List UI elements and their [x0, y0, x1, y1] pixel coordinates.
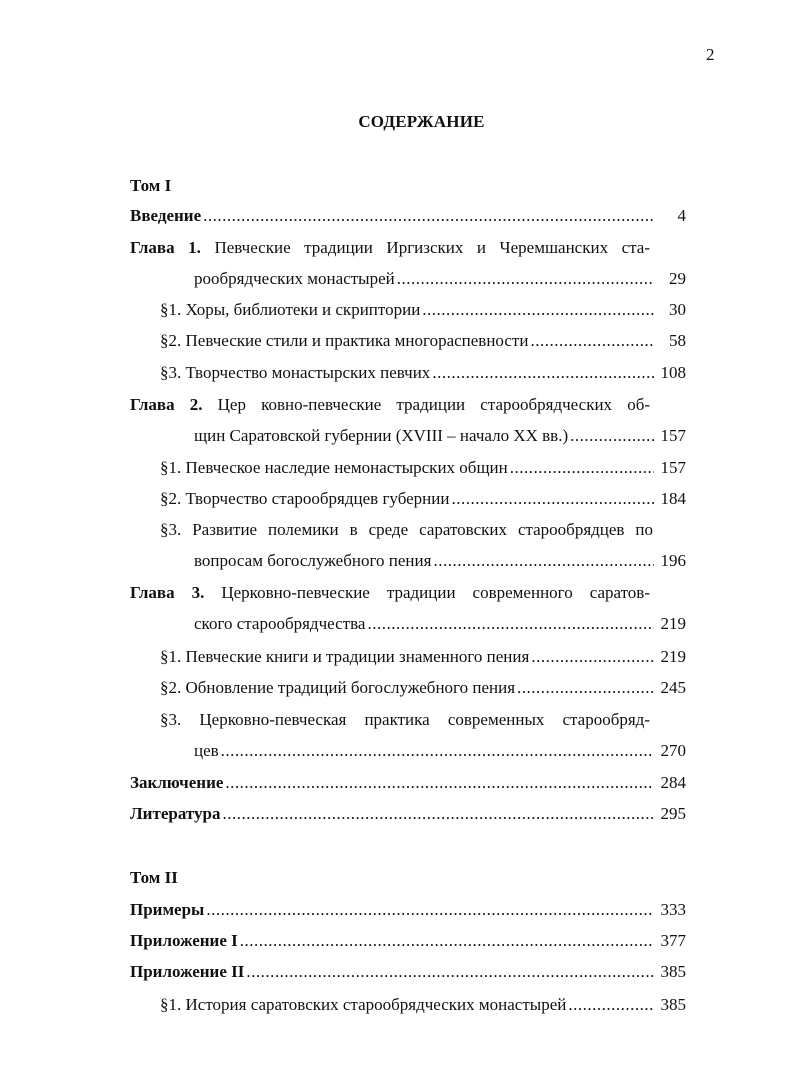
- leader-dots: [517, 676, 654, 700]
- toc-entry-page: 157: [660, 426, 686, 445]
- toc-entry-label: §2. Певческие стили и практика многораспевности: [160, 331, 529, 350]
- toc-entry-label: Заключение: [130, 773, 224, 792]
- leader-dots: [206, 898, 654, 922]
- toc-entry-label: Введение: [130, 206, 202, 225]
- toc-entry-page: 58: [669, 331, 686, 350]
- leader-dots: [367, 612, 654, 636]
- leader-dots: [221, 739, 654, 763]
- toc-entry-label: §1. Певческие книги и традиции знаменного пения: [160, 647, 530, 666]
- toc-entry-page: 385: [660, 995, 686, 1014]
- toc-entry-chapter-1-line2[interactable]: [194, 267, 686, 291]
- toc-entry-label: Приложение II: [130, 962, 245, 981]
- toc-entry-section-line2[interactable]: [194, 549, 686, 573]
- toc-entry-section-line2[interactable]: [194, 739, 686, 763]
- toc-entry-intro[interactable]: [130, 204, 686, 228]
- toc-entry-section-line1[interactable]: [160, 518, 653, 542]
- toc-entry-page: 270: [660, 741, 686, 760]
- leader-dots: [451, 487, 654, 511]
- toc-entry-section[interactable]: [160, 329, 686, 353]
- toc-entry-page: 219: [660, 647, 686, 666]
- toc-entry-page: 196: [660, 551, 686, 570]
- chapter-prefix: Глава 2.: [130, 395, 203, 414]
- chapter-title: Певческие традиции Иргизских и Черемшанских ста-: [214, 238, 651, 257]
- leader-dots: [203, 204, 654, 228]
- toc-entry-section[interactable]: [160, 361, 686, 385]
- toc-entry-section[interactable]: [160, 298, 686, 322]
- toc-entry-page: 295: [660, 804, 686, 823]
- toc-entry-section[interactable]: [160, 487, 686, 511]
- toc-entry-appendix-1[interactable]: [130, 929, 686, 953]
- chapter-title: Цер ковно-певческие традиции старообрядческих об-: [217, 395, 651, 414]
- toc-entry-label: §3. Развитие полемики в среде саратовских старообрядцев по: [160, 520, 653, 539]
- toc-entry-section[interactable]: [160, 456, 686, 480]
- page-number: 2: [706, 45, 715, 64]
- leader-dots: [422, 298, 654, 322]
- toc-entry-examples[interactable]: [130, 898, 686, 922]
- toc-entry-label: ского старообрядчества: [194, 614, 366, 633]
- toc-entry-label: щин Саратовской губернии (XVIII – начало XX вв.): [194, 426, 569, 445]
- toc-entry-label: Литература: [130, 804, 221, 823]
- toc-entry-section[interactable]: [160, 645, 686, 669]
- toc-entry-chapter-1-line1[interactable]: [130, 236, 650, 260]
- toc-entry-page: 30: [669, 300, 686, 319]
- toc-entry-label: §3. Церковно-певческая практика современных старообряд-: [160, 710, 650, 729]
- toc-entry-label: §1. Певческое наследие немонастырских общин: [160, 458, 508, 477]
- toc-entry-page: 284: [660, 773, 686, 792]
- leader-dots: [432, 361, 654, 385]
- volume-2-heading: Том II: [130, 868, 178, 887]
- toc-entry-label: §2. Творчество старообрядцев губернии: [160, 489, 450, 508]
- toc-entry-page: 29: [669, 269, 686, 288]
- toc-entry-label: §1. Хоры, библиотеки и скриптории: [160, 300, 421, 319]
- toc-entry-page: 184: [660, 489, 686, 508]
- toc-entry-appendix-2[interactable]: [130, 960, 686, 984]
- toc-entry-conclusion[interactable]: [130, 771, 686, 795]
- toc-entry-label: §3. Творчество монастырских певчих: [160, 363, 431, 382]
- leader-dots: [531, 645, 654, 669]
- toc-entry-chapter-3-line2[interactable]: [194, 612, 686, 636]
- toc-entry-label: вопросам богослужебного пения: [194, 551, 432, 570]
- toc-entry-page: 4: [677, 206, 686, 225]
- toc-entry-label: Приложение I: [130, 931, 238, 950]
- volume-1-heading: Том I: [130, 176, 172, 195]
- leader-dots: [570, 424, 654, 448]
- leader-dots: [246, 960, 654, 984]
- leader-dots: [433, 549, 654, 573]
- leader-dots: [510, 456, 654, 480]
- leader-dots: [397, 267, 654, 291]
- leader-dots: [530, 329, 654, 353]
- toc-entry-section-line1[interactable]: [160, 708, 650, 732]
- chapter-prefix: Глава 3.: [130, 583, 205, 602]
- toc-entry-page: 108: [660, 363, 686, 382]
- toc-entry-section[interactable]: [160, 993, 686, 1017]
- chapter-title: Церковно-певческие традиции современного саратов-: [221, 583, 650, 602]
- leader-dots: [568, 993, 654, 1017]
- leader-dots: [225, 771, 654, 795]
- toc-entry-section[interactable]: [160, 676, 686, 700]
- page-title: СОДЕРЖАНИЕ: [358, 112, 485, 131]
- toc-entry-label: §2. Обновление традиций богослужебного пения: [160, 678, 516, 697]
- toc-entry-page: 377: [660, 931, 686, 950]
- toc-entry-page: 245: [660, 678, 686, 697]
- chapter-prefix: Глава 1.: [130, 238, 201, 257]
- leader-dots: [240, 929, 654, 953]
- toc-entry-literature[interactable]: [130, 802, 686, 826]
- toc-entry-chapter-2-line2[interactable]: [194, 424, 686, 448]
- toc-entry-label: §1. История саратовских старообрядческих монастырей: [160, 995, 567, 1014]
- toc-entry-label: Примеры: [130, 900, 205, 919]
- toc-entry-label: цев: [194, 741, 219, 760]
- toc-entry-chapter-3-line1[interactable]: [130, 581, 650, 605]
- toc-entry-page: 157: [660, 458, 686, 477]
- leader-dots: [222, 802, 654, 826]
- toc-entry-chapter-2-line1[interactable]: [130, 393, 650, 417]
- toc-entry-page: 385: [660, 962, 686, 981]
- toc-entry-page: 219: [660, 614, 686, 633]
- toc-entry-page: 333: [660, 900, 686, 919]
- toc-entry-label: рообрядческих монастырей: [194, 269, 395, 288]
